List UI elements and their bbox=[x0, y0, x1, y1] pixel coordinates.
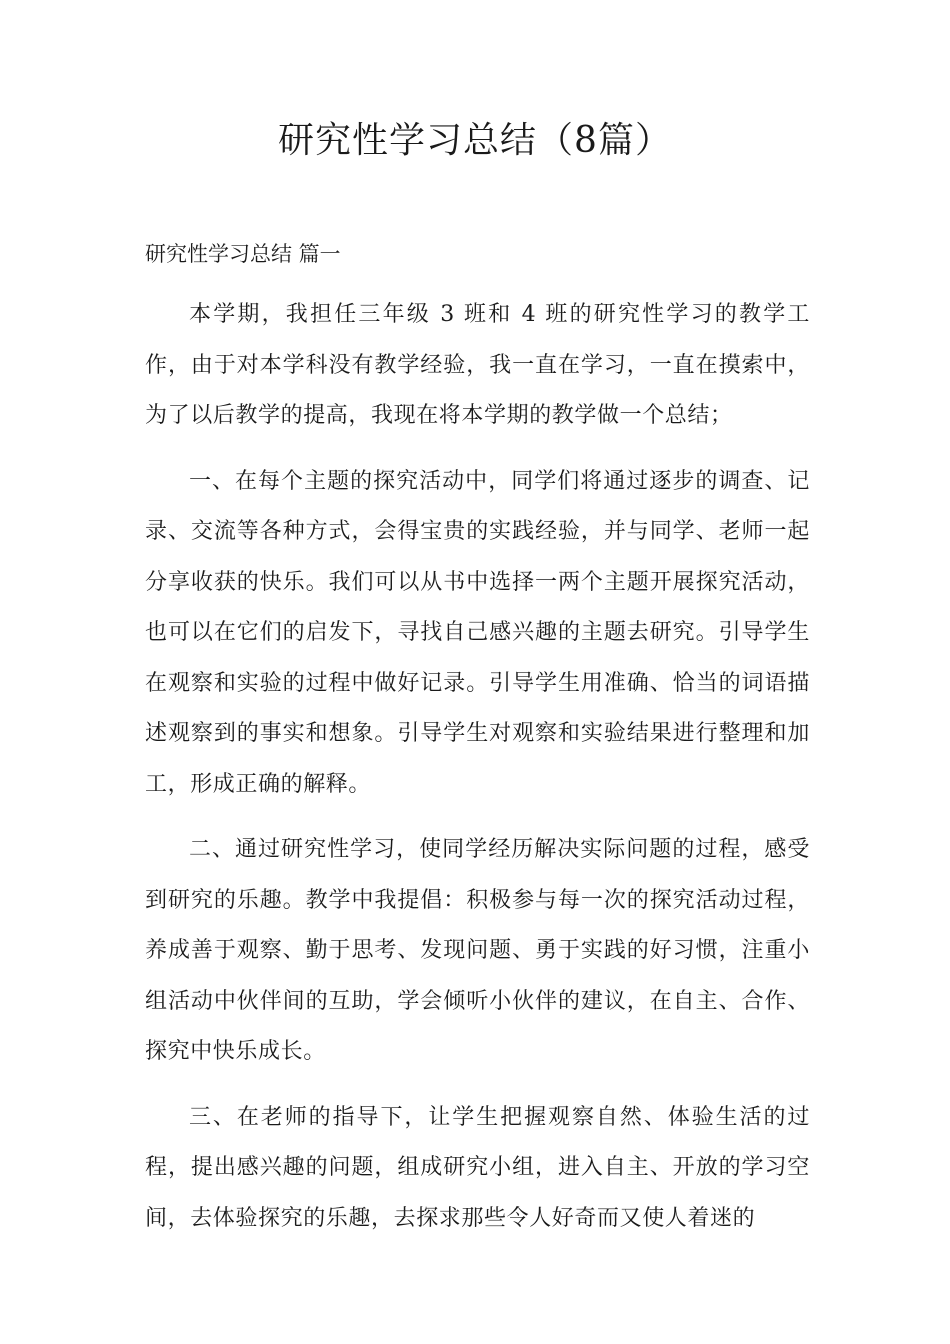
paragraph-point-three: 三、在老师的指导下，让学生把握观察自然、体验生活的过程，提出感兴趣的问题，组成研究小组，进入自主、开放的学习空间，去体验探究的乐趣，去探求那些令人好奇而又使人着迷的 bbox=[145, 1104, 810, 1231]
document-body bbox=[145, 290, 810, 1259]
section-heading: 研究性学习总结 篇一 bbox=[145, 242, 341, 266]
document-title: 研究性学习总结（8篇） bbox=[278, 120, 672, 161]
paragraph-point-one: 一、在每个主题的探究活动中，同学们将通过逐步的调查、记录、交流等各种方式，会得宝贵的实践经验，并与同学、老师一起分享收获的快乐。我们可以从书中选择一两个主题开展探究活动，也可以在它们的启发下，寻找自己感兴趣的主题去研究。引导学生在观察和实验的过程中做好记录。引导学生用准确、恰当的词语描述观察到的事实和想象。引导学生对观察和实验结果进行整理和加工，形成正确的解释。 bbox=[145, 468, 810, 797]
paragraph-intro: 本学期，我担任三年级 3 班和 4 班的研究性学习的教学工作，由于对本学科没有教学经验，我一直在学习，一直在摸索中，为了以后教学的提高，我现在将本学期的教学做一个总结； bbox=[145, 302, 810, 428]
paragraph-point-two: 二、通过研究性学习，使同学经历解决实际问题的过程，感受到研究的乐趣。教学中我提倡：积极参与每一次的探究活动过程，养成善于观察、勤于思考、发现问题、勇于实践的好习惯，注重小组活动中伙伴间的互助，学会倾听小伙伴的建议，在自主、合作、探究中快乐成长。 bbox=[145, 837, 810, 1064]
